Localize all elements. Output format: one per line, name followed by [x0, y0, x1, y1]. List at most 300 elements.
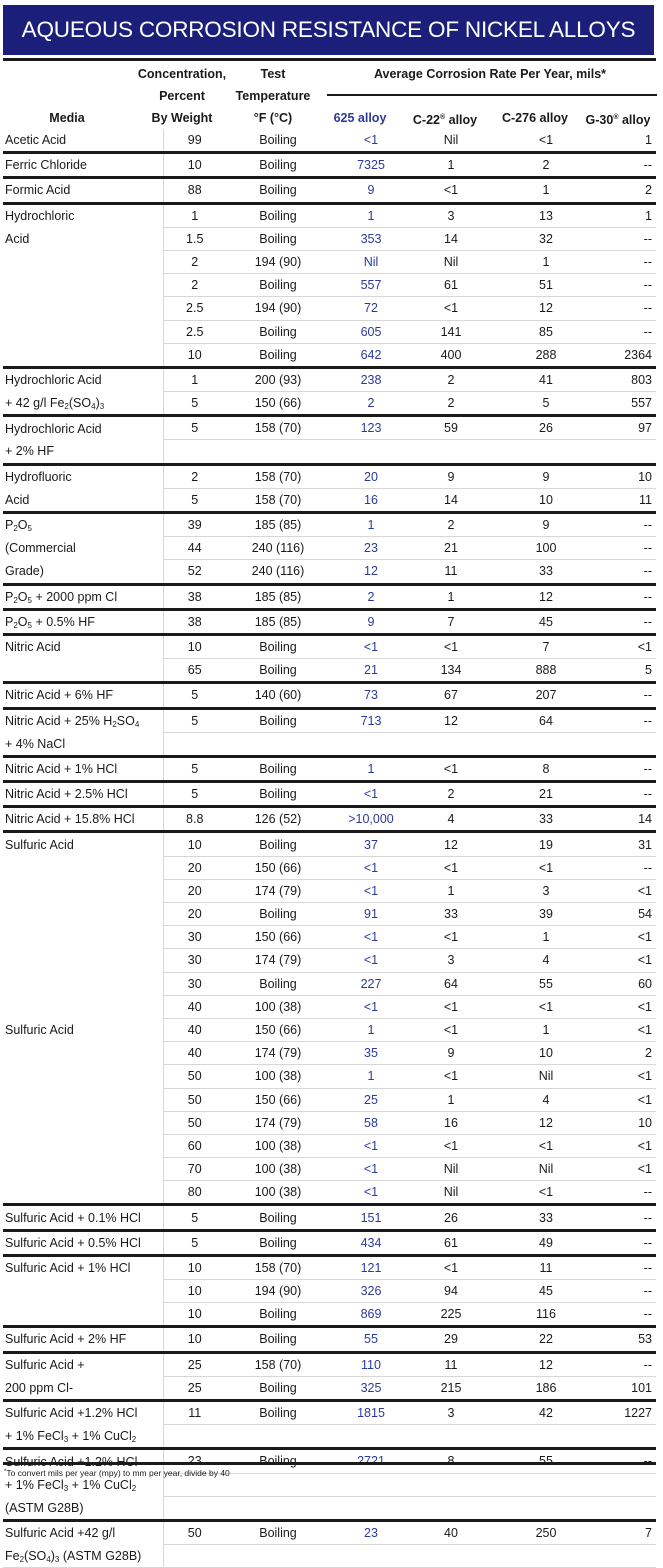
cell-alloy-c22: 3	[396, 203, 486, 227]
table-row	[3, 274, 656, 297]
cell-concentration: 1.5	[163, 227, 216, 250]
cell-alloy-c22: 61	[396, 274, 486, 297]
cell-concentration: 5	[163, 1205, 216, 1230]
corrosion-table	[3, 129, 656, 1568]
cell-alloy-c276: 22	[486, 1327, 576, 1352]
cell-media: Sulfuric Acid + 1% HCl	[3, 1255, 163, 1279]
cell-media: Hydrochloric Acid	[3, 416, 163, 440]
cell-alloy-c276: 9	[486, 464, 576, 488]
cell-alloy-625	[326, 440, 396, 464]
table-row	[3, 756, 656, 781]
cell-media: Sulfuric Acid +	[3, 1352, 163, 1376]
table-row	[3, 832, 656, 856]
cell-alloy-625: <1	[326, 856, 396, 879]
cell-alloy-g30: 60	[576, 972, 656, 995]
cell-alloy-625: 21	[326, 659, 396, 683]
cell-media	[3, 1065, 163, 1088]
cell-alloy-c22: 61	[396, 1230, 486, 1255]
cell-concentration: 60	[163, 1134, 216, 1157]
table-row	[3, 464, 656, 488]
cell-temperature: 185 (85)	[216, 513, 326, 537]
cell-concentration: 10	[163, 634, 216, 658]
table-row	[3, 995, 656, 1018]
cell-concentration: 5	[163, 488, 216, 512]
cell-temperature: Boiling	[216, 1376, 326, 1400]
cell-temperature: 200 (93)	[216, 367, 326, 391]
cell-media: + 1% FeCl$_3$ + 1% CuCl$_2$	[3, 1425, 163, 1449]
cell-concentration: 38	[163, 609, 216, 634]
cell-alloy-625: 9	[326, 178, 396, 203]
cell-alloy-c22: 14	[396, 227, 486, 250]
cell-temperature: 140 (60)	[216, 683, 326, 708]
cell-alloy-c22: 59	[396, 416, 486, 440]
cell-media: Sulfuric Acid +42 g/l	[3, 1520, 163, 1544]
cell-alloy-c276: <1	[486, 995, 576, 1018]
cell-temperature: 158 (70)	[216, 1352, 326, 1376]
cell-temperature: Boiling	[216, 343, 326, 367]
cell-concentration	[163, 440, 216, 464]
cell-alloy-g30: <1	[576, 1088, 656, 1111]
table-row	[3, 807, 656, 832]
cell-alloy-c276: 51	[486, 274, 576, 297]
cell-alloy-g30: 5	[576, 659, 656, 683]
cell-concentration: 5	[163, 392, 216, 416]
cell-alloy-c22: 2	[396, 782, 486, 807]
cell-temperature	[216, 1473, 326, 1496]
cell-media: Hydrochloric Acid	[3, 367, 163, 391]
cell-concentration: 30	[163, 949, 216, 972]
cell-concentration: 10	[163, 1327, 216, 1352]
cell-alloy-g30: --	[576, 513, 656, 537]
cell-alloy-g30: 557	[576, 392, 656, 416]
table-row	[3, 129, 656, 153]
cell-alloy-c22: 9	[396, 1042, 486, 1065]
cell-alloy-625: 73	[326, 683, 396, 708]
cell-alloy-c276: 45	[486, 609, 576, 634]
cell-temperature: 100 (38)	[216, 1158, 326, 1181]
cell-media: Nitric Acid + 2.5% HCl	[3, 782, 163, 807]
cell-alloy-c22: 1	[396, 584, 486, 609]
cell-alloy-625: 869	[326, 1303, 396, 1327]
cell-media: (Commercial	[3, 537, 163, 560]
cell-alloy-g30: <1	[576, 1158, 656, 1181]
cell-alloy-c22: 11	[396, 560, 486, 584]
cell-alloy-c22: <1	[396, 1065, 486, 1088]
table-row	[3, 488, 656, 512]
table-row	[3, 1181, 656, 1205]
header-concentration-line1: Concentration,	[137, 67, 227, 81]
cell-alloy-c276: 49	[486, 1230, 576, 1255]
cell-concentration: 1	[163, 367, 216, 391]
cell-alloy-g30	[576, 440, 656, 464]
cell-concentration: 70	[163, 1158, 216, 1181]
header-temperature-line1: Test	[260, 67, 286, 81]
table-row	[3, 609, 656, 634]
cell-alloy-c22: <1	[396, 297, 486, 320]
cell-concentration: 50	[163, 1065, 216, 1088]
table-row	[3, 367, 656, 391]
cell-media: 200 ppm Cl-	[3, 1376, 163, 1400]
cell-alloy-c276: 11	[486, 1255, 576, 1279]
cell-concentration: 30	[163, 972, 216, 995]
table-row	[3, 708, 656, 732]
table-row	[3, 513, 656, 537]
cell-alloy-c276: 32	[486, 227, 576, 250]
cell-alloy-625: >10,000	[326, 807, 396, 832]
cell-alloy-625: 55	[326, 1327, 396, 1352]
cell-alloy-c22: 21	[396, 537, 486, 560]
header-concentration-line2: Percent	[159, 89, 205, 103]
cell-alloy-g30: --	[576, 560, 656, 584]
cell-alloy-c22: 29	[396, 1327, 486, 1352]
cell-alloy-c276: 39	[486, 903, 576, 926]
cell-alloy-c276	[486, 1449, 576, 1473]
cell-concentration: 50	[163, 1111, 216, 1134]
cell-media: Formic Acid	[3, 178, 163, 203]
cell-media	[3, 1303, 163, 1327]
cell-alloy-c22: Nil	[396, 1181, 486, 1205]
cell-media	[3, 949, 163, 972]
footnote-mark: *	[4, 1469, 7, 1475]
cell-alloy-c22: 4	[396, 807, 486, 832]
table-row	[3, 1088, 656, 1111]
cell-media: Sulfuric Acid +1.2% HCl	[3, 1400, 163, 1424]
cell-alloy-625	[326, 1449, 396, 1473]
table-row	[3, 440, 656, 464]
cell-media: $P_2O_5 + 0.5\%$ HF	[3, 609, 163, 634]
cell-alloy-c276: 26	[486, 416, 576, 440]
cell-media: $P_2O_5$	[3, 513, 163, 537]
cell-concentration: 5	[163, 1230, 216, 1255]
cell-concentration: 30	[163, 926, 216, 949]
cell-temperature	[216, 1496, 326, 1520]
cell-alloy-c22	[396, 1473, 486, 1496]
cell-concentration: 39	[163, 513, 216, 537]
cell-alloy-g30: --	[576, 1230, 656, 1255]
cell-alloy-625: <1	[326, 1181, 396, 1205]
cell-alloy-c276: 85	[486, 320, 576, 343]
cell-alloy-625: <1	[326, 949, 396, 972]
cell-temperature: 158 (70)	[216, 488, 326, 512]
cell-alloy-c276: 888	[486, 659, 576, 683]
cell-temperature: Boiling	[216, 832, 326, 856]
cell-concentration: 10	[163, 1303, 216, 1327]
cell-alloy-g30	[576, 1449, 656, 1473]
header-average-rule	[327, 94, 657, 96]
cell-alloy-g30: --	[576, 683, 656, 708]
table-row	[3, 1376, 656, 1400]
table-row	[3, 782, 656, 807]
cell-alloy-g30: --	[576, 320, 656, 343]
cell-media: Nitric Acid + 15.8% HCl	[3, 807, 163, 832]
table-row	[3, 537, 656, 560]
cell-concentration: 5	[163, 416, 216, 440]
cell-temperature: 240 (116)	[216, 537, 326, 560]
cell-alloy-g30: 31	[576, 832, 656, 856]
cell-alloy-625: <1	[326, 1158, 396, 1181]
table-row	[3, 1042, 656, 1065]
cell-alloy-625: 1	[326, 756, 396, 781]
cell-alloy-c22: 12	[396, 708, 486, 732]
cell-alloy-c276: 4	[486, 1088, 576, 1111]
header-average-corrosion-rate: Average Corrosion Rate Per Year, mils*	[373, 67, 607, 81]
cell-alloy-c276: Nil	[486, 1065, 576, 1088]
cell-alloy-625: 123	[326, 416, 396, 440]
cell-alloy-c22: 11	[396, 1352, 486, 1376]
cell-alloy-c276: 3	[486, 879, 576, 902]
cell-media: Sulfuric Acid + 2% HF	[3, 1327, 163, 1352]
cell-alloy-c22: 134	[396, 659, 486, 683]
cell-concentration	[163, 732, 216, 756]
cell-alloy-g30	[576, 1425, 656, 1449]
cell-alloy-c22: <1	[396, 634, 486, 658]
cell-alloy-625: 58	[326, 1111, 396, 1134]
cell-alloy-c22: 1	[396, 1088, 486, 1111]
cell-temperature: Boiling	[216, 153, 326, 178]
cell-alloy-g30: <1	[576, 949, 656, 972]
table-row	[3, 856, 656, 879]
table-row	[3, 1230, 656, 1255]
cell-concentration: 2	[163, 274, 216, 297]
cell-media: Nitric Acid + 1% HCl	[3, 756, 163, 781]
cell-alloy-c22: 3	[396, 1400, 486, 1424]
cell-alloy-625: 110	[326, 1352, 396, 1376]
table-bottom-rule	[3, 1462, 656, 1465]
cell-temperature: Boiling	[216, 972, 326, 995]
cell-alloy-g30: --	[576, 584, 656, 609]
cell-alloy-625: 37	[326, 832, 396, 856]
cell-alloy-c276: <1	[486, 1181, 576, 1205]
cell-concentration: 5	[163, 683, 216, 708]
cell-temperature: Boiling	[216, 203, 326, 227]
cell-media: + 1% FeCl$_3$ + 1% CuCl$_2$	[3, 1473, 163, 1496]
cell-alloy-625: 2	[326, 584, 396, 609]
cell-media: Acetic Acid	[3, 129, 163, 153]
cell-alloy-c276: 33	[486, 1205, 576, 1230]
cell-media	[3, 1280, 163, 1303]
cell-alloy-c276: 7	[486, 634, 576, 658]
table-row	[3, 1303, 656, 1327]
cell-alloy-c276: 1	[486, 178, 576, 203]
cell-alloy-625: <1	[326, 926, 396, 949]
cell-alloy-g30: --	[576, 1280, 656, 1303]
cell-media	[3, 995, 163, 1018]
cell-alloy-g30: --	[576, 1205, 656, 1230]
cell-concentration: 25	[163, 1376, 216, 1400]
cell-concentration: 40	[163, 1042, 216, 1065]
header-temperature	[233, 63, 313, 129]
cell-alloy-c22: 9	[396, 464, 486, 488]
cell-alloy-g30: --	[576, 1303, 656, 1327]
cell-temperature: Boiling	[216, 634, 326, 658]
footnote: *To convert mils per year (mpy) to mm per year, divide by 40	[4, 1468, 230, 1478]
table-row	[3, 1425, 656, 1449]
cell-alloy-625: 605	[326, 320, 396, 343]
cell-media: Sulfuric Acid + 0.1% HCl	[3, 1205, 163, 1230]
cell-alloy-g30: 2	[576, 178, 656, 203]
cell-temperature: Boiling	[216, 178, 326, 203]
cell-alloy-c22: 1	[396, 153, 486, 178]
cell-alloy-c276: 1	[486, 1018, 576, 1041]
table-row	[3, 416, 656, 440]
cell-alloy-c276: 186	[486, 1376, 576, 1400]
cell-alloy-c276: 207	[486, 683, 576, 708]
cell-alloy-625: <1	[326, 995, 396, 1018]
cell-alloy-625: Nil	[326, 250, 396, 273]
table-row	[3, 1205, 656, 1230]
cell-temperature: 194 (90)	[216, 297, 326, 320]
cell-alloy-g30: <1	[576, 879, 656, 902]
table-row	[3, 1496, 656, 1520]
cell-alloy-c276: 12	[486, 584, 576, 609]
cell-alloy-g30: <1	[576, 634, 656, 658]
cell-temperature: Boiling	[216, 708, 326, 732]
cell-concentration: 25	[163, 1352, 216, 1376]
cell-concentration: 2.5	[163, 320, 216, 343]
table-row	[3, 392, 656, 416]
cell-alloy-g30: --	[576, 856, 656, 879]
cell-media: Sulfuric Acid + 0.5% HCl	[3, 1230, 163, 1255]
cell-media: Ferric Chloride	[3, 153, 163, 178]
cell-alloy-c276: 8	[486, 756, 576, 781]
cell-alloy-g30: --	[576, 1181, 656, 1205]
table-row	[3, 1280, 656, 1303]
cell-concentration: 10	[163, 1280, 216, 1303]
cell-alloy-625: 9	[326, 609, 396, 634]
cell-alloy-c276	[486, 1496, 576, 1520]
header-temperature-line2: Temperature	[235, 89, 311, 103]
cell-concentration: 44	[163, 537, 216, 560]
registered-mark: ®	[613, 114, 619, 121]
cell-alloy-c276: 33	[486, 560, 576, 584]
cell-concentration: 2	[163, 250, 216, 273]
table-row	[3, 1327, 656, 1352]
cell-media	[3, 1158, 163, 1181]
cell-temperature: 100 (38)	[216, 1065, 326, 1088]
cell-alloy-g30: <1	[576, 995, 656, 1018]
cell-temperature: Boiling	[216, 782, 326, 807]
header-media: Media	[49, 111, 85, 125]
cell-alloy-g30	[576, 1473, 656, 1496]
table-row	[3, 250, 656, 273]
cell-alloy-c22: <1	[396, 1018, 486, 1041]
cell-temperature: 126 (52)	[216, 807, 326, 832]
cell-media: + 2% HF	[3, 440, 163, 464]
cell-alloy-g30: 7	[576, 1520, 656, 1544]
cell-alloy-c276: Nil	[486, 1158, 576, 1181]
cell-alloy-c22	[396, 1545, 486, 1568]
cell-alloy-g30: <1	[576, 1018, 656, 1041]
cell-alloy-625: 25	[326, 1088, 396, 1111]
cell-alloy-c22: 64	[396, 972, 486, 995]
cell-alloy-625: <1	[326, 782, 396, 807]
cell-temperature	[216, 440, 326, 464]
cell-alloy-c22: 2	[396, 513, 486, 537]
cell-temperature: Boiling	[216, 129, 326, 153]
cell-temperature	[216, 1449, 326, 1473]
cell-alloy-625: 227	[326, 972, 396, 995]
cell-concentration: 1	[163, 203, 216, 227]
cell-alloy-c22: 7	[396, 609, 486, 634]
cell-temperature: 174 (79)	[216, 1042, 326, 1065]
cell-concentration: 52	[163, 560, 216, 584]
cell-temperature: Boiling	[216, 903, 326, 926]
cell-alloy-c276: 100	[486, 537, 576, 560]
cell-concentration: 38	[163, 584, 216, 609]
cell-concentration: 80	[163, 1181, 216, 1205]
cell-alloy-625: 325	[326, 1376, 396, 1400]
cell-alloy-c22: 16	[396, 1111, 486, 1134]
cell-alloy-625: 16	[326, 488, 396, 512]
cell-alloy-c276: 55	[486, 972, 576, 995]
cell-temperature: Boiling	[216, 1303, 326, 1327]
table-row	[3, 1520, 656, 1544]
cell-media: Grade)	[3, 560, 163, 584]
cell-alloy-c22: Nil	[396, 1158, 486, 1181]
table-row	[3, 1352, 656, 1376]
table-row	[3, 584, 656, 609]
table-row	[3, 634, 656, 658]
cell-alloy-c22: 2	[396, 392, 486, 416]
table-row	[3, 560, 656, 584]
cell-temperature: Boiling	[216, 756, 326, 781]
cell-temperature: 158 (70)	[216, 464, 326, 488]
cell-alloy-c276: 64	[486, 708, 576, 732]
cell-alloy-625: 23	[326, 537, 396, 560]
cell-alloy-c22: 12	[396, 832, 486, 856]
cell-alloy-625: 12	[326, 560, 396, 584]
header-concentration	[128, 63, 236, 129]
cell-concentration: 20	[163, 879, 216, 902]
cell-alloy-625: 151	[326, 1205, 396, 1230]
cell-alloy-g30: --	[576, 609, 656, 634]
cell-alloy-c276: 288	[486, 343, 576, 367]
cell-alloy-625: 91	[326, 903, 396, 926]
cell-alloy-c22: 141	[396, 320, 486, 343]
cell-temperature: 185 (85)	[216, 609, 326, 634]
cell-media: Nitric Acid + 25% $H_2SO_4$	[3, 708, 163, 732]
cell-alloy-c276: 19	[486, 832, 576, 856]
page-title: AQUEOUS CORROSION RESISTANCE OF NICKEL ALLOYS	[3, 5, 654, 55]
cell-media: Hydrochloric	[3, 203, 163, 227]
table-row	[3, 659, 656, 683]
cell-media	[3, 972, 163, 995]
cell-media	[3, 879, 163, 902]
cell-temperature: 100 (38)	[216, 1134, 326, 1157]
cell-alloy-c22	[396, 1449, 486, 1473]
cell-alloy-g30: 2	[576, 1042, 656, 1065]
cell-temperature: 174 (79)	[216, 1111, 326, 1134]
cell-alloy-c22	[396, 440, 486, 464]
header-temperature-line3: °F (°C)	[253, 111, 293, 125]
cell-alloy-c276: <1	[486, 1134, 576, 1157]
cell-alloy-c276: 2	[486, 153, 576, 178]
cell-alloy-c276: 13	[486, 203, 576, 227]
cell-alloy-c276: 10	[486, 1042, 576, 1065]
cell-alloy-g30: 11	[576, 488, 656, 512]
cell-alloy-625	[326, 1425, 396, 1449]
cell-temperature: Boiling	[216, 659, 326, 683]
cell-alloy-625: 2	[326, 392, 396, 416]
cell-alloy-c22: 225	[396, 1303, 486, 1327]
cell-alloy-c22: <1	[396, 995, 486, 1018]
cell-media	[3, 856, 163, 879]
cell-alloy-c22: <1	[396, 178, 486, 203]
cell-alloy-625: 1	[326, 203, 396, 227]
cell-temperature: 158 (70)	[216, 416, 326, 440]
cell-alloy-g30: <1	[576, 1134, 656, 1157]
cell-alloy-c276: 5	[486, 392, 576, 416]
